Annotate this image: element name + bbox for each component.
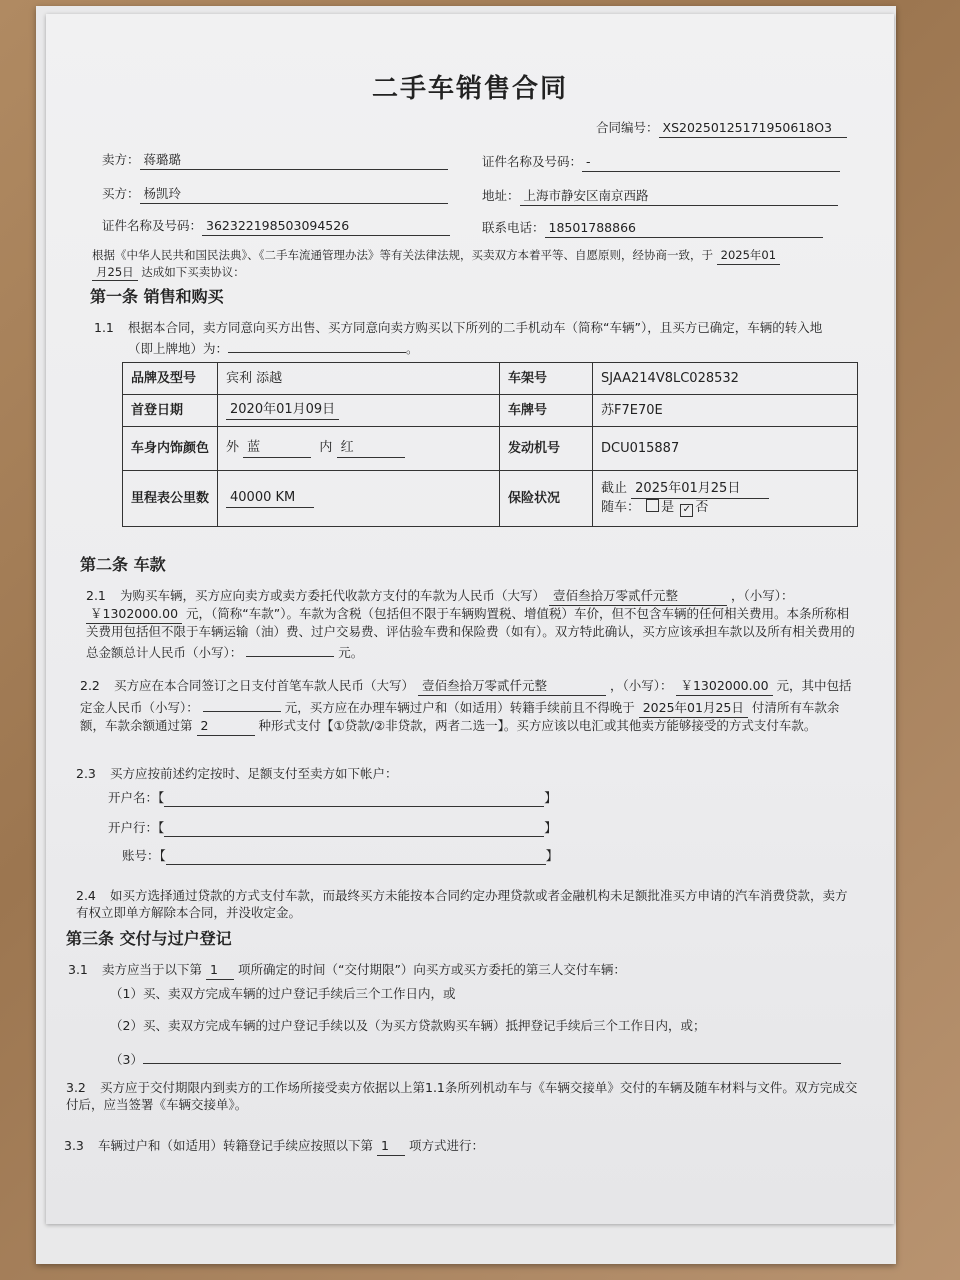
engine-label: 发动机号 (500, 427, 593, 471)
clause-3-3-text-b: 项方式进行： (408, 1138, 484, 1153)
clause-2-3-text: 买方应按前述约定按时、足额支付至卖方如下帐户： (109, 766, 398, 781)
buyer-value: 杨凯玲 (140, 186, 448, 204)
clause-2-1-text-a: 为购买车辆，买方应向卖方或卖方委托代收款方支付的车款为人民币（大写） (119, 588, 545, 603)
seller-id-label: 证件名称及号码： (482, 154, 583, 169)
contract-number-value: XS20250125171950618O3 (659, 120, 847, 138)
total-all-fees-field (246, 641, 334, 657)
clause-3-1-item-3-field (143, 1048, 841, 1064)
account-name-label: 开户名：【 (108, 790, 165, 805)
clause-3-2-number: 3.2 (66, 1080, 86, 1095)
clause-3-1-text-b: 项所确定的时间（“交付期限”）向买方或买方委托的第三人交付车辆： (237, 962, 626, 977)
account-bank-field (164, 822, 544, 837)
delivery-option: 1 (206, 962, 234, 980)
contract-page (46, 14, 894, 1224)
insurance-until-value: 2025年01月25日 (631, 480, 769, 499)
frame-value: SJAA214V8LC028532 (593, 363, 858, 395)
contract-number (596, 120, 847, 138)
phone-value: 18501788866 (545, 220, 823, 238)
clause-3-3 (64, 1138, 858, 1156)
seller-label: 卖方： (102, 152, 140, 167)
clause-2-2-text-d: 元，买方应在办理车辆过户和（如适用）转籍手续前且不得晚于 (284, 699, 635, 715)
buyer-label: 买方： (102, 186, 140, 201)
plate-value: 苏F7E70E (593, 395, 858, 427)
preamble-date-1: 2025年01 (717, 248, 780, 265)
document-title: 二手车销售合同 (371, 74, 568, 104)
clause-3-1-item-1: （1）买、卖双方完成车辆的过户登记手续后三个工作日内，或 (110, 986, 456, 1001)
buyer-id-label: 证件名称及号码： (102, 218, 203, 233)
clause-2-3 (76, 766, 856, 783)
account-name-row (108, 790, 557, 807)
preamble (92, 248, 862, 281)
balance-due-date: 2025年01月25日 (639, 700, 748, 718)
clause-2-4-number: 2.4 (76, 888, 96, 903)
exterior-prefix: 外 (226, 440, 240, 456)
clause-2-1-text-c: 元，（简称“车款”）。车款为含税（包括但不限于车辆购置税、增值税）车价，但不包含车辆的任何相关费用。本条所称相关费用包括但不限于车辆运输（油）费、过户交易费、评估验车费和保险费（如有）。双方特此确认，买方应该承担车款以及所有相关费用的总金额总计人民币（小写）： (86, 605, 855, 660)
phone-row (482, 220, 823, 238)
clause-2-2-number: 2.2 (80, 678, 100, 693)
table-row (123, 395, 858, 427)
clause-3-1-item-3-label: （3） (110, 1052, 143, 1067)
engine-value: DCU015887 (593, 427, 858, 471)
buyer-id-value: 362322198503094526 (202, 218, 450, 236)
clause-3-1-number: 3.1 (68, 962, 88, 977)
bracket-close: 】 (544, 820, 557, 835)
insurance-yes-label: 是 (661, 499, 675, 515)
clause-3-3-text-a: 车辆过户和（如适用）转籍登记手续应按照以下第 (97, 1138, 373, 1153)
account-number-row (122, 848, 558, 865)
transfer-option: 1 (377, 1138, 405, 1156)
clause-2-2-text-c: 元，其中包括定金人民币（小写）： (80, 678, 852, 715)
insurance-no-label: 否 (695, 499, 709, 515)
clause-3-1-item-2: （2）买、卖双方完成车辆的过户登记手续以及（为买方贷款购买车辆）抵押登记手续后三个工作日内，或； (110, 1018, 706, 1033)
account-bank-row (108, 820, 557, 837)
insurance-label: 保险状况 (500, 471, 593, 527)
deposit-field (203, 696, 281, 712)
clause-1-1-line1: 根据本合同，卖方同意向买方出售、买方同意向卖方购买以下所列的二手机动车（简称“车辆”），且买方已确定，车辆的转入地 (127, 320, 823, 335)
phone-label: 联系电话： (482, 220, 545, 235)
total-price-upper: 壹佰叁拾万零贰仟元整 (549, 588, 727, 606)
clause-3-1 (68, 962, 858, 980)
first-payment-upper: 壹佰叁拾万零贰仟元整 (418, 678, 606, 696)
clause-2-4 (76, 888, 856, 922)
address-row (482, 188, 838, 206)
contract-number-label: 合同编号： (596, 120, 659, 135)
clause-2-2-text-b: ，（小写）： (609, 678, 673, 693)
table-row (123, 427, 858, 471)
brand-value: 宾利 添越 (218, 363, 500, 395)
account-name-field (164, 792, 544, 807)
preamble-text-a: 根据《中华人民共和国民法典》、《二手车流通管理办法》等有关法律法规，买卖双方本着平等、自愿原则，经协商一致，于 (92, 248, 713, 262)
clause-2-1-number: 2.1 (86, 588, 106, 603)
total-price-lower: ￥1302000.00 (86, 606, 182, 624)
account-bank-label: 开户行：【 (108, 820, 165, 835)
clause-3-3-number: 3.3 (64, 1138, 84, 1153)
clause-2-3-number: 2.3 (76, 766, 96, 781)
reg-date-label: 首登日期 (123, 395, 218, 427)
color-label: 车身内饰颜色 (123, 427, 218, 471)
plate-label: 车牌号 (500, 395, 593, 427)
clause-2-4-text: 如买方选择通过贷款的方式支付车款，而最终买方未能按本合同约定办理贷款或者金融机构未足额批准买方申请的汽车消费贷款，卖方有权立即单方解除本合同，并没收定金。 (76, 888, 848, 920)
clause-2-2 (80, 678, 858, 736)
clause-1-1-end: 。 (406, 340, 419, 356)
clause-1-1-number: 1.1 (94, 320, 114, 335)
address-value: 上海市静安区南京西路 (520, 188, 838, 206)
clause-3-1-text-a: 卖方应当于以下第 (101, 962, 202, 977)
clause-2-2-text-a: 买方应在本合同签订之日支付首笔车款人民币（大写） (113, 678, 414, 693)
address-label: 地址： (482, 188, 520, 203)
interior-color-value: 红 (337, 439, 405, 458)
vehicle-info-table (122, 362, 858, 527)
insurance-with-car-label: 随车： (601, 499, 641, 515)
exterior-color-value: 蓝 (243, 439, 311, 458)
clause-2-1-text-b: ，（小写）： (730, 588, 794, 603)
payment-method-option: 2 (197, 718, 255, 736)
seller-id-row (482, 154, 840, 172)
clause-1-1 (94, 320, 858, 358)
insurance-no-checkbox[interactable]: ✓ (680, 504, 693, 517)
mileage-label: 里程表公里数 (123, 471, 218, 527)
destination-field (228, 337, 406, 353)
clause-2-2-text-f: 种形式支付【①贷款/②非贷款，两者二选一】。买方应该以电汇或其他卖方能够接受的方式支付车款。 (258, 717, 817, 733)
clause-3-2-text: 买方应于交付期限内到卖方的工作场所接受卖方依据以上第1.1条所列机动车与《车辆交接单》交付的车辆及随车材料与文件。双方完成交付后，应当签署《车辆交接单》。 (66, 1080, 858, 1112)
first-payment-lower: ￥1302000.00 (676, 678, 772, 696)
interior-prefix: 内 (319, 440, 333, 456)
buyer-id-row (102, 218, 450, 236)
clause-2-1-text-d: 元。 (338, 644, 364, 660)
seller-row (102, 152, 448, 170)
seller-value: 蒋璐璐 (140, 152, 448, 170)
bracket-close: 】 (544, 790, 557, 805)
brand-label: 品牌及型号 (123, 363, 218, 395)
clause-2-1 (86, 588, 858, 662)
table-row (123, 363, 858, 395)
clause-3-1-item-3 (110, 1048, 841, 1069)
seller-id-value: - (582, 154, 840, 172)
article-2-heading: 第二条 车款 (80, 555, 166, 574)
bracket-close: 】 (545, 848, 559, 863)
account-number-label: 账号：【 (122, 848, 166, 863)
frame-label: 车架号 (500, 363, 593, 395)
preamble-date-2: 月25日 (92, 265, 138, 282)
insurance-yes-checkbox[interactable] (646, 499, 659, 512)
insurance-until-prefix: 截止 (601, 481, 628, 497)
table-row (123, 471, 858, 527)
clause-2-2-text-e: 付清所有车款余额，车款余额通过第 (80, 699, 840, 733)
preamble-text-b: 达成如下买卖协议： (141, 264, 245, 279)
clause-3-2 (66, 1080, 858, 1114)
reg-date-value: 2020年01月09日 (226, 401, 339, 420)
article-1-heading: 第一条 销售和购买 (90, 287, 224, 306)
mileage-value: 40000 KM (226, 489, 314, 508)
article-3-heading: 第三条 交付与过户登记 (66, 929, 232, 948)
clause-1-1-line2: （即上牌地）为： (127, 340, 228, 356)
account-number-field (166, 850, 546, 865)
buyer-row (102, 186, 448, 204)
